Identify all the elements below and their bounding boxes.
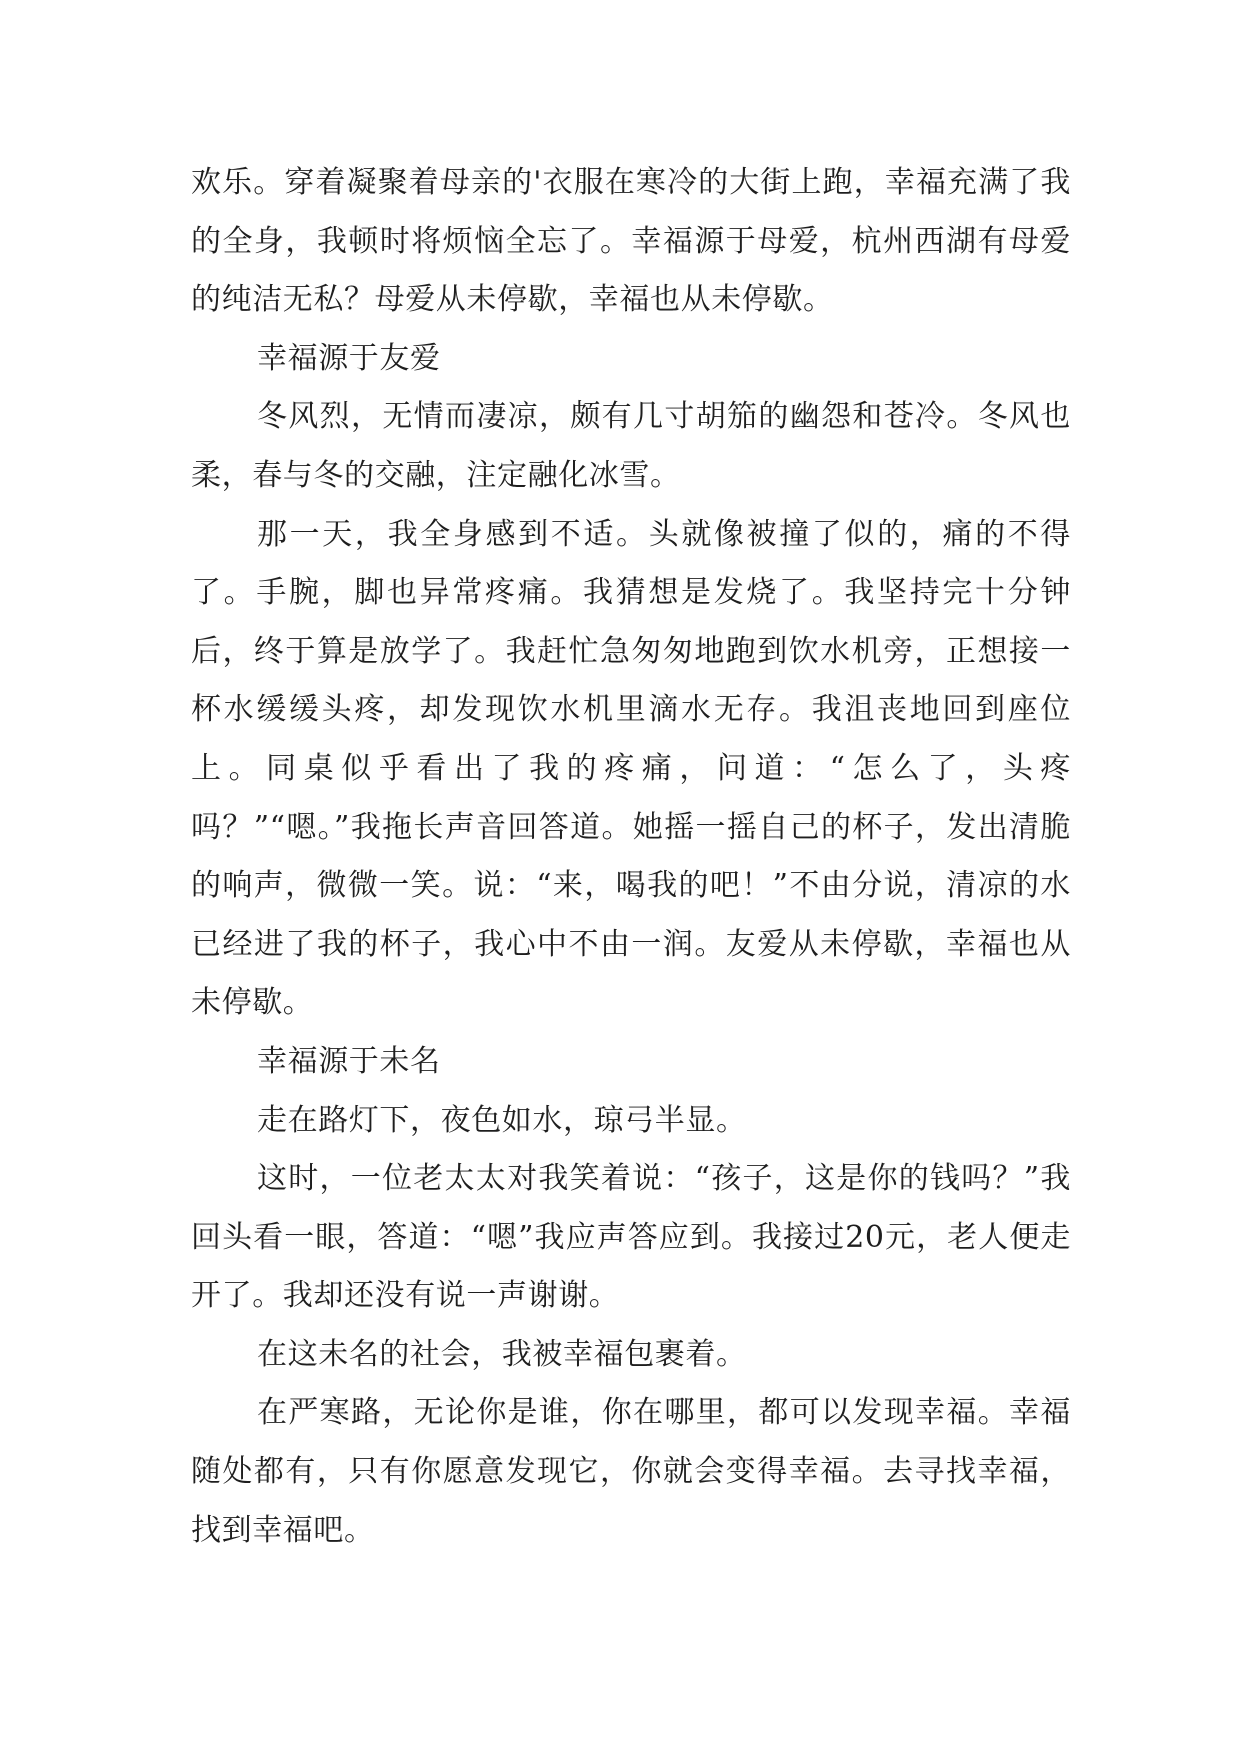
paragraph: 走在路灯下，夜色如水，琼弓半显。 <box>257 1102 747 1138</box>
paragraph: 这时，一位老太太对我笑着说：“孩子，这是你的钱吗？”我回头看一眼，答道：“嗯”我应声答应到。我接过20元，老人便走开了。我却还没有说一声谢谢。 <box>191 1161 1071 1314</box>
paragraph: 那一天，我全身感到不适。头就像被撞了似的，痛的不得了。手腕，脚也异常疼痛。我猜想是发烧了。我坚持完十分钟后，终于算是放学了。我赶忙急匆匆地跑到饮水机旁，正想接一杯水缓缓头疼，却发现饮水机里滴水无存。我沮丧地回到座位上。同桌似乎看出了我的疼痛，问道：“怎么了，头疼吗？”“嗯。”我拖长声音回答道。她摇一摇自己的杯子，发出清脆的响声，微微一笑。说：“来，喝我的吧！”不由分说，清凉的水已经进了我的杯子，我心中不由一润。友爱从未停歇，幸福也从未停歇。 <box>191 516 1071 1021</box>
section-heading-friendship: 幸福源于友爱 <box>257 340 441 376</box>
paragraph: 在这未名的社会，我被幸福包裹着。 <box>257 1336 747 1372</box>
paragraph: 在严寒路，无论你是谁，你在哪里，都可以发现幸福。幸福随处都有，只有你愿意发现它，你就会变得幸福。去寻找幸福，找到幸福吧。 <box>191 1395 1071 1548</box>
section-heading-unnamed: 幸福源于未名 <box>257 1043 441 1079</box>
paragraph: 欢乐。穿着凝聚着母亲的'衣服在寒冷的大街上跑，幸福充满了我的全身，我顿时将烦恼全忘了。幸福源于母爱，杭州西湖有母爱的纯洁无私？母爱从未停歇，幸福也从未停歇。 <box>191 165 1071 318</box>
article-body <box>191 154 1071 1560</box>
paragraph: 冬风烈，无情而凄凉，颇有几寸胡笳的幽怨和苍冷。冬风也柔，春与冬的交融，注定融化冰雪。 <box>191 399 1071 493</box>
